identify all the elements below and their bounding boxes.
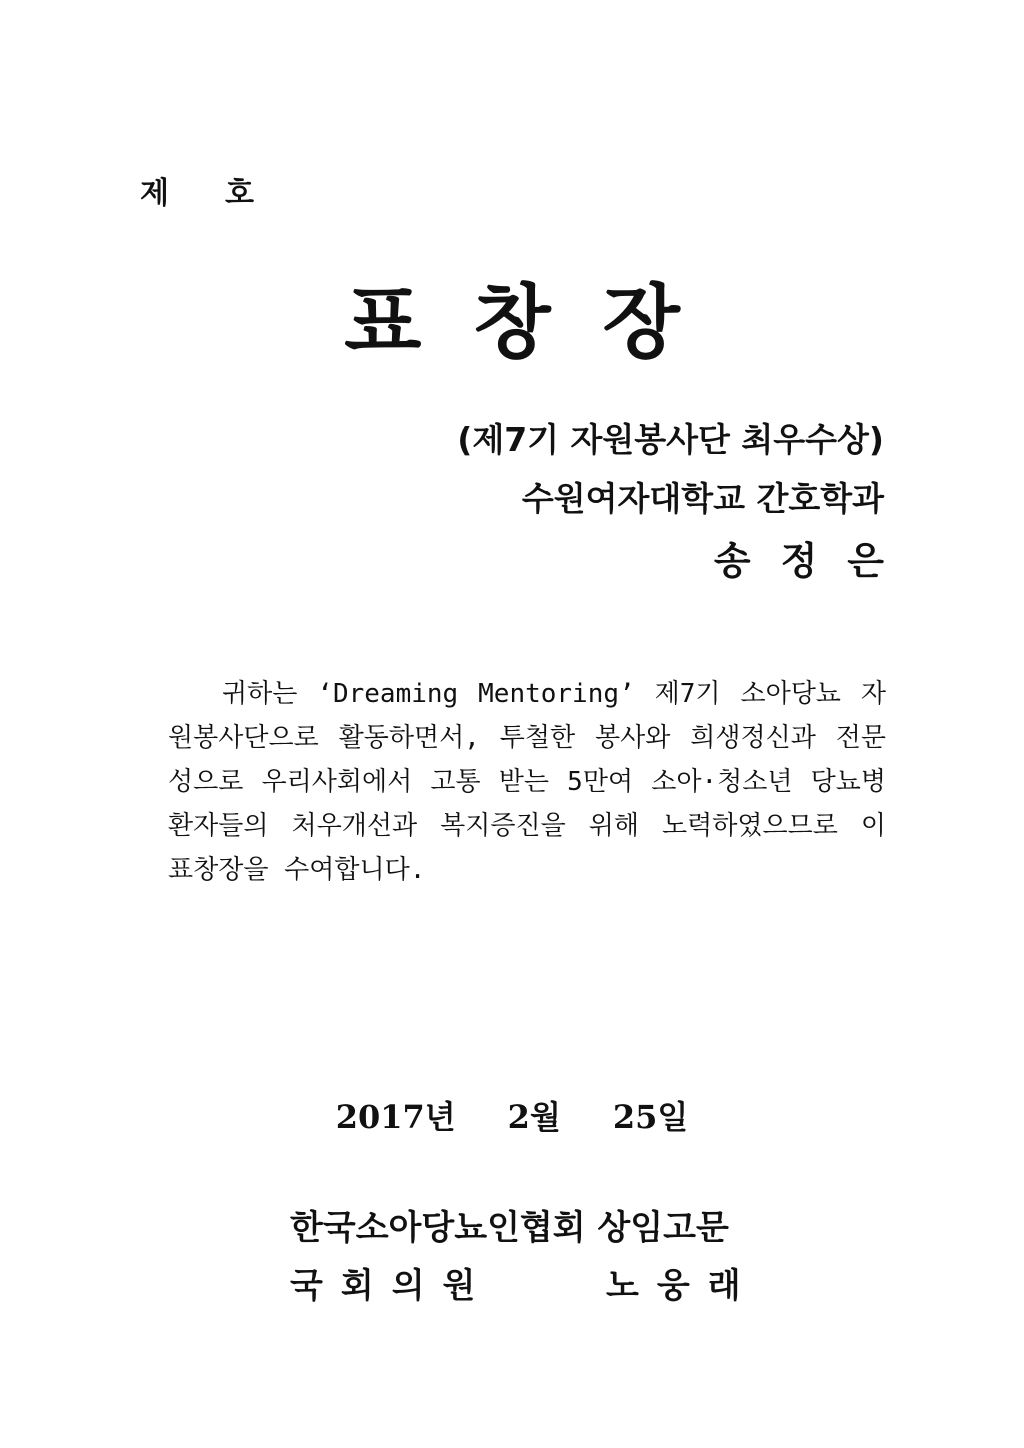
number-label: 제: [140, 176, 169, 211]
citation-body: 귀하는 ‘Dreaming Mentoring’ 제7기 소아당뇨 자원봉사단으로 활동하면서, 투철한 봉사와 희생정신과 전문성으로 우리사회에서 고통 받는 5만여 소아·청소년 당뇨병환자들의 처우개선과 복지증진을 위해 노력하였으므로 이 표창장을 수여합니다.: [168, 679, 886, 885]
certificate-number: [140, 168, 254, 212]
recipient-name: 송정은: [713, 539, 914, 583]
date-year: 2017년: [335, 1098, 456, 1136]
issuer-name: 노웅래: [606, 1266, 759, 1306]
issuer-signature-line: [290, 1258, 759, 1307]
issuer-organization: 한국소아당뇨인협회 상임고문: [290, 1208, 729, 1248]
date-day: 25일: [612, 1098, 689, 1136]
document-title: 표창장: [344, 276, 732, 369]
award-name: (제7기 자원봉사단 최우수상): [457, 420, 884, 459]
date-month: 2월: [507, 1098, 561, 1136]
recipient-affiliation: 수원여자대학교 간호학과: [521, 479, 884, 518]
issue-date: [0, 1092, 1024, 1138]
issuer-title: 국회의원: [290, 1266, 494, 1306]
number-suffix: 호: [224, 176, 254, 211]
